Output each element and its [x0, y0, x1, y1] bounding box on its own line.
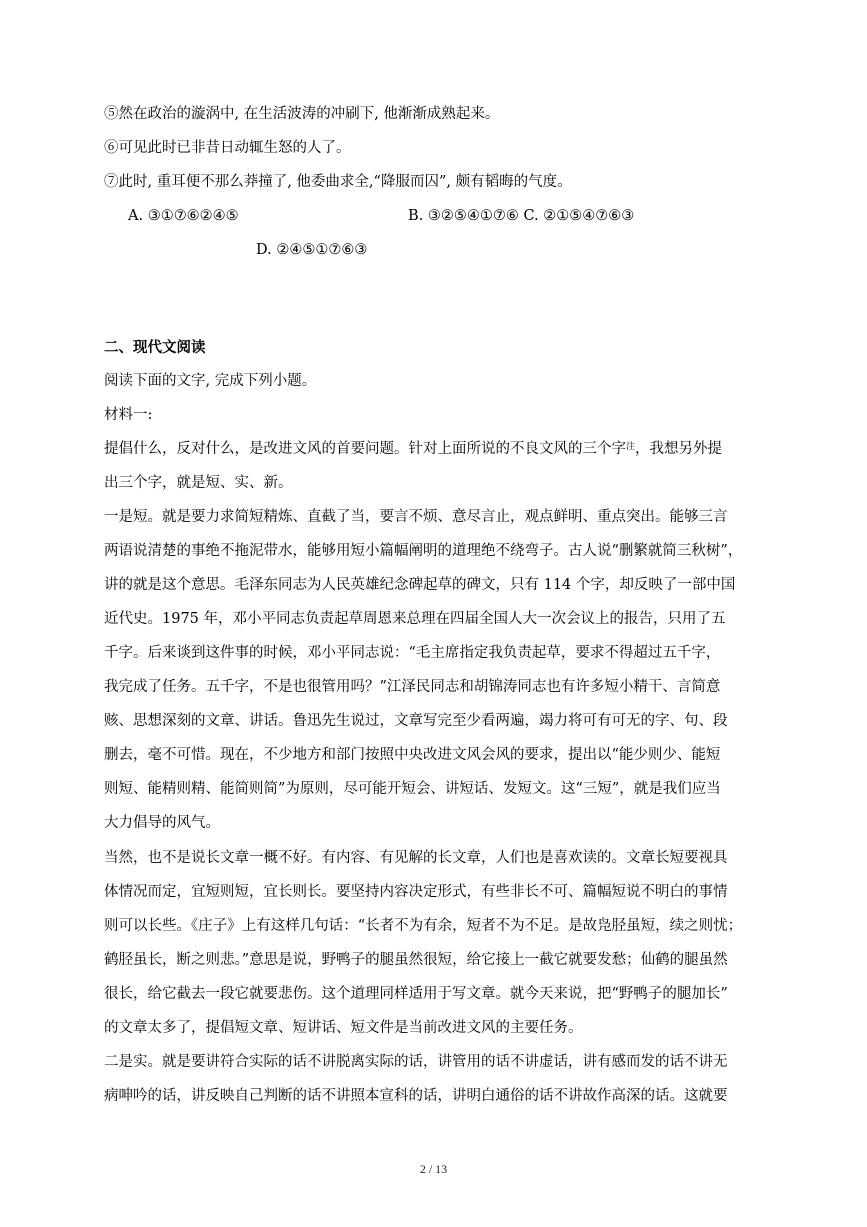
- paragraph-line: 鹤胫虽长，断之则悲。”意思是说，野鸭子的腿虽然很短，给它接上一截它就要发愁；仙鹤的腿虽然: [104, 952, 728, 968]
- text-run: 提倡什么，反对什么，是改进文风的首要问题。针对上面所说的不良文风的三个字: [104, 441, 626, 457]
- paragraph-line: 二是实。就是要讲符合实际的话不讲脱离实际的话，讲管用的话不讲虚话，讲有感而发的话不讲无: [104, 1054, 728, 1070]
- paragraph-line: 则可以长些。《庄子》上有这样几句话：“长者不为有余，短者不为不足。是故凫胫虽短，续之则忧；: [104, 918, 743, 934]
- option-line-6: ⑥可见此时已非昔日动辄生怒的人了。: [104, 140, 351, 156]
- footnote-mark: 注: [626, 442, 636, 452]
- paragraph-line: 当然，也不是说长文章一概不好。有内容、有见解的长文章，人们也是喜欢读的。文章长短要视具: [104, 850, 728, 866]
- choice-a: A. ③①⑦⑥②④⑤: [128, 208, 239, 224]
- paragraph-line: 出三个字，就是短、实、新。: [104, 475, 293, 491]
- paragraph-line: 千字。后来谈到这件事的时候，邓小平同志说：“毛主席指定我负责起草，要求不得超过五千字，: [104, 645, 721, 661]
- instruction: 阅读下面的文字, 完成下列小题。: [104, 373, 317, 389]
- paragraph-line: 一是短。就是要力求简短精炼、直截了当，要言不烦、意尽言止，观点鲜明、重点突出。能够三言: [104, 509, 728, 525]
- paragraph-line: 两语说清楚的事绝不拖泥带水，能够用短小篇幅阐明的道理绝不绕弯子。古人说“删繁就简三秋树”，: [104, 543, 743, 559]
- paragraph-line: 近代史。1975 年，邓小平同志负责起草周恩来总理在四届全国人大一次会议上的报告，只用了五: [104, 611, 726, 627]
- paragraph-line: 病呻吟的话，讲反映自己判断的话不讲照本宣科的话，讲明白通俗的话不讲故作高深的话。这就要: [104, 1088, 728, 1104]
- page-number: 2 / 13: [419, 1162, 448, 1176]
- choice-b-c: B. ③②⑤④①⑦⑥ C. ②①⑤④⑦⑥③: [408, 208, 635, 224]
- choice-d: D. ②④⑤①⑦⑥③: [256, 242, 368, 258]
- paragraph-line: 我完成了任务。五千字，不是也很管用吗？”江泽民同志和胡锦涛同志也有许多短小精干、言简意: [104, 679, 721, 695]
- paragraph-line: 的文章太多了，提倡短文章、短讲话、短文件是当前改进文风的主要任务。: [104, 1020, 583, 1036]
- paragraph-line: 讲的就是这个意思。毛泽东同志为人民英雄纪念碑起草的碑文，只有 114 个字，却反映了一部中国: [104, 577, 736, 593]
- paragraph-line: 删去，毫不可惜。现在，不少地方和部门按照中央改进文风会风的要求，提出以“能少则少、能短: [104, 747, 721, 763]
- option-line-5: ⑤然在政治的漩涡中, 在生活波涛的冲刷下, 他渐渐成熟起来。: [104, 106, 500, 122]
- paragraph-line: 体情况而定，宜短则短，宜长则长。要坚持内容决定形式，有些非长不可、篇幅短说不明白的事情: [104, 884, 728, 900]
- paragraph-line: 则短、能精则精、能简则简”为原则，尽可能开短会、讲短话、发短文。这“三短”，就是我们应当: [104, 781, 721, 797]
- text-run: ，我想另外提: [635, 441, 723, 457]
- paragraph-line: 赅、思想深刻的文章、讲话。鲁迅先生说过，文章写完至少看两遍，竭力将可有可无的字、句、段: [104, 713, 728, 729]
- option-line-7: ⑦此时, 重耳便不那么莽撞了, 他委曲求全,“降服而囚”, 颇有韬晦的气度。: [104, 174, 572, 190]
- paragraph-line: 很长，给它截去一段它就要悲伤。这个道理同样适用于写文章。就今天来说，把“野鸭子的腿加长”: [104, 986, 728, 1002]
- paragraph-line: [104, 439, 722, 459]
- section-heading: 二、现代文阅读: [104, 339, 206, 356]
- paragraph-line: 大力倡导的风气。: [104, 815, 220, 831]
- material-label: 材料一:: [104, 407, 153, 423]
